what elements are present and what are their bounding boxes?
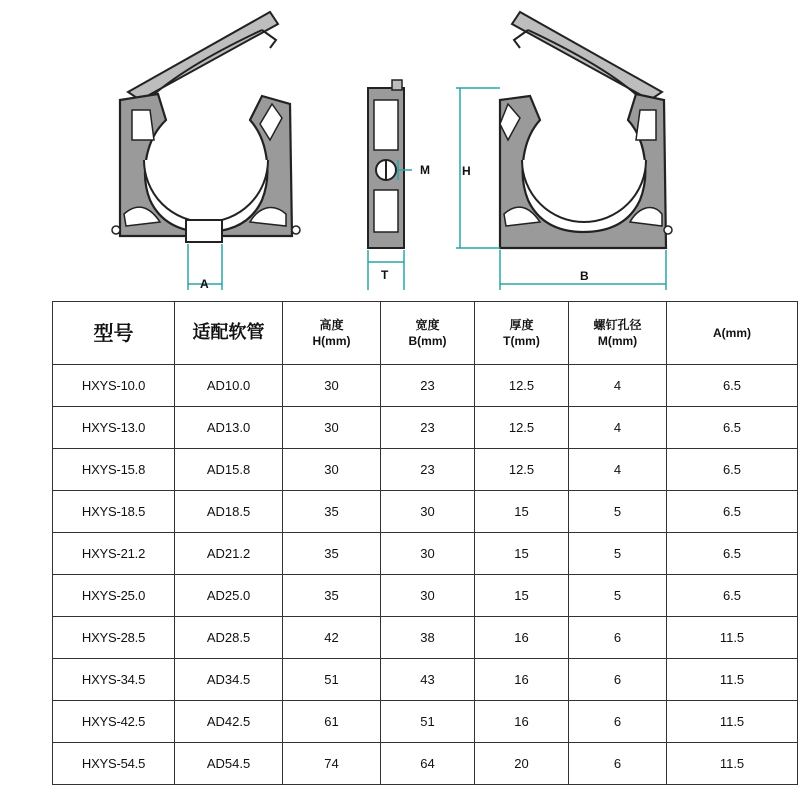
cell-a: 11.5 [667, 743, 798, 785]
table-row [53, 659, 798, 701]
cell-screw: 5 [569, 533, 667, 575]
cell-hose: AD10.0 [175, 365, 283, 407]
cell-height: 61 [283, 701, 381, 743]
cell-hose: AD18.5 [175, 491, 283, 533]
header-screw-cn: 螺钉孔径 [593, 318, 642, 332]
cell-hose: AD42.5 [175, 701, 283, 743]
cell-screw: 6 [569, 701, 667, 743]
cell-width: 64 [381, 743, 475, 785]
cell-model: HXYS-18.5 [53, 491, 175, 533]
cell-thickness: 12.5 [475, 365, 569, 407]
cell-width: 30 [381, 491, 475, 533]
table-row [53, 617, 798, 659]
cell-thickness: 15 [475, 575, 569, 617]
cell-screw: 4 [569, 365, 667, 407]
cell-a: 6.5 [667, 491, 798, 533]
header-height-unit: H(mm) [312, 334, 351, 348]
cell-hose: AD15.8 [175, 449, 283, 491]
header-width-cn: 宽度 [415, 318, 440, 332]
header-thickness-cn: 厚度 [509, 318, 534, 332]
dimension-label-m: M [420, 163, 430, 177]
cell-hose: AD25.0 [175, 575, 283, 617]
spec-table [52, 301, 798, 785]
clamp-technical-drawing [0, 0, 800, 300]
table-row [53, 575, 798, 617]
cell-a: 6.5 [667, 365, 798, 407]
cell-thickness: 16 [475, 617, 569, 659]
cell-width: 43 [381, 659, 475, 701]
header-a: A(mm) [667, 302, 798, 365]
cell-hose: AD21.2 [175, 533, 283, 575]
dimension-label-t: T [381, 268, 389, 282]
cell-thickness: 16 [475, 659, 569, 701]
cell-height: 35 [283, 533, 381, 575]
table-row [53, 365, 798, 407]
header-model: 型号 [53, 302, 175, 365]
cell-screw: 4 [569, 449, 667, 491]
header-thickness [475, 302, 569, 365]
header-screw-unit: M(mm) [597, 334, 638, 348]
cell-width: 30 [381, 575, 475, 617]
clamp-front-view-open-right [500, 12, 672, 248]
dimension-label-h: H [462, 164, 471, 178]
table-row [53, 407, 798, 449]
cell-model: HXYS-25.0 [53, 575, 175, 617]
dimension-label-a: A [200, 277, 209, 291]
cell-model: HXYS-15.8 [53, 449, 175, 491]
header-thickness-unit: T(mm) [503, 334, 540, 348]
cell-width: 30 [381, 533, 475, 575]
header-height-cn: 高度 [319, 318, 344, 332]
cell-height: 42 [283, 617, 381, 659]
cell-model: HXYS-21.2 [53, 533, 175, 575]
cell-height: 35 [283, 491, 381, 533]
cell-a: 6.5 [667, 533, 798, 575]
table-row [53, 533, 798, 575]
cell-height: 51 [283, 659, 381, 701]
cell-screw: 6 [569, 743, 667, 785]
cell-model: HXYS-28.5 [53, 617, 175, 659]
cell-thickness: 20 [475, 743, 569, 785]
cell-screw: 5 [569, 575, 667, 617]
cell-a: 11.5 [667, 617, 798, 659]
cell-height: 30 [283, 365, 381, 407]
cell-width: 51 [381, 701, 475, 743]
cell-hose: AD28.5 [175, 617, 283, 659]
cell-a: 6.5 [667, 407, 798, 449]
cell-screw: 6 [569, 659, 667, 701]
clamp-front-view-open-left [112, 12, 300, 242]
header-height [283, 302, 381, 365]
cell-screw: 5 [569, 491, 667, 533]
cell-screw: 6 [569, 617, 667, 659]
table-row [53, 701, 798, 743]
cell-thickness: 16 [475, 701, 569, 743]
cell-a: 6.5 [667, 575, 798, 617]
cell-a: 11.5 [667, 701, 798, 743]
cell-screw: 4 [569, 407, 667, 449]
cell-a: 11.5 [667, 659, 798, 701]
cell-height: 74 [283, 743, 381, 785]
cell-model: HXYS-54.5 [53, 743, 175, 785]
cell-model: HXYS-10.0 [53, 365, 175, 407]
cell-hose: AD13.0 [175, 407, 283, 449]
cell-height: 35 [283, 575, 381, 617]
cell-thickness: 12.5 [475, 449, 569, 491]
cell-height: 30 [283, 449, 381, 491]
cell-width: 38 [381, 617, 475, 659]
cell-model: HXYS-13.0 [53, 407, 175, 449]
header-screw [569, 302, 667, 365]
cell-width: 23 [381, 449, 475, 491]
header-hose: 适配软管 [175, 302, 283, 365]
table-row [53, 491, 798, 533]
cell-thickness: 12.5 [475, 407, 569, 449]
table-row [53, 449, 798, 491]
cell-thickness: 15 [475, 533, 569, 575]
header-width [381, 302, 475, 365]
table-row [53, 743, 798, 785]
table-header-row [53, 302, 798, 365]
cell-thickness: 15 [475, 491, 569, 533]
header-width-unit: B(mm) [408, 334, 447, 348]
cell-width: 23 [381, 407, 475, 449]
cell-height: 30 [283, 407, 381, 449]
dimension-label-b: B [580, 269, 589, 283]
cell-hose: AD54.5 [175, 743, 283, 785]
cell-a: 6.5 [667, 449, 798, 491]
cell-hose: AD34.5 [175, 659, 283, 701]
cell-model: HXYS-34.5 [53, 659, 175, 701]
cell-model: HXYS-42.5 [53, 701, 175, 743]
cell-width: 23 [381, 365, 475, 407]
